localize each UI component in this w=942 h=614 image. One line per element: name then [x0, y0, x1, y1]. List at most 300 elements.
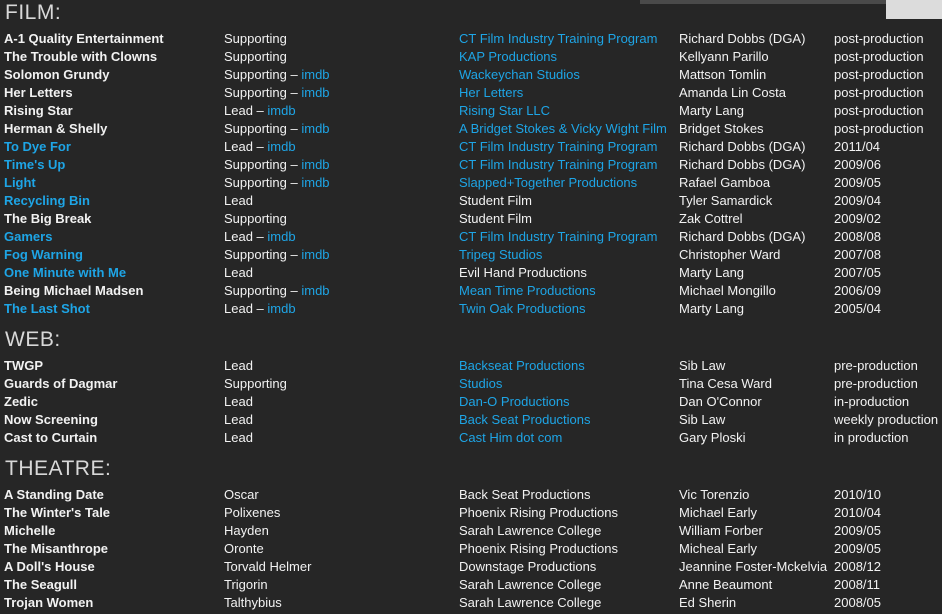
title-cell [4, 594, 93, 612]
title-cell [4, 120, 107, 138]
status-cell [834, 594, 881, 612]
title-text: Zedic [4, 394, 38, 409]
director-text: Michael Mongillo [679, 283, 776, 298]
credit-row [0, 84, 942, 102]
director-text: Christopher Ward [679, 247, 781, 262]
title-text[interactable]: Fog Warning [4, 247, 83, 262]
status-text: 2005/04 [834, 301, 881, 316]
title-text: The Seagull [4, 577, 77, 592]
role-text: Supporting [224, 121, 287, 136]
production-company-text[interactable]: Back Seat Productions [459, 412, 591, 427]
title-text: The Winter's Tale [4, 505, 111, 520]
role-text: Polixenes [224, 505, 281, 520]
status-text: 2007/08 [834, 247, 881, 262]
status-cell [834, 66, 924, 84]
credit-row [0, 102, 942, 120]
production-company-link[interactable] [459, 246, 542, 264]
credit-row [0, 504, 942, 522]
title-link[interactable] [4, 228, 52, 246]
film-credits-table [0, 30, 942, 318]
imdb-link[interactable]: imdb [301, 175, 330, 190]
title-text[interactable]: Time's Up [4, 157, 66, 172]
status-text: 2009/02 [834, 211, 881, 226]
role-cell [224, 228, 296, 246]
role-text: Supporting [224, 175, 287, 190]
director-text: Richard Dobbs (DGA) [679, 31, 806, 46]
imdb-link[interactable]: imdb [267, 301, 296, 316]
status-cell [834, 192, 881, 210]
role-cell [224, 210, 287, 228]
status-cell [834, 282, 881, 300]
director-cell [679, 120, 764, 138]
credit-row [0, 558, 942, 576]
title-cell [4, 66, 109, 84]
director-text: Anne Beaumont [679, 577, 773, 592]
role-text: Lead [224, 358, 253, 373]
production-company-text: Evil Hand Productions [459, 265, 587, 280]
production-company-text[interactable]: A Bridget Stokes & Vicky Wight Film [459, 121, 667, 136]
title-text: The Misanthrope [4, 541, 109, 556]
director-cell [679, 84, 786, 102]
section-heading-film: FILM: [5, 1, 62, 24]
director-cell [679, 30, 805, 48]
director-text: Zak Cottrel [679, 211, 743, 226]
role-cell [224, 246, 330, 264]
production-company-link[interactable] [459, 30, 657, 48]
production-company-cell [459, 558, 596, 576]
production-company-text[interactable]: Wackeychan Studios [459, 67, 580, 82]
title-text: The Big Break [4, 211, 92, 226]
status-text: 2008/12 [834, 559, 881, 574]
production-company-text[interactable]: Slapped+Together Productions [459, 175, 638, 190]
role-text: Lead [224, 265, 253, 280]
role-text: Supporting [224, 247, 287, 262]
role-cell [224, 558, 311, 576]
web-credits-table [0, 357, 942, 447]
status-cell [834, 48, 924, 66]
separator: – [252, 229, 268, 244]
role-text: Hayden [224, 523, 269, 538]
status-text: in-production [834, 394, 910, 409]
director-cell [679, 486, 749, 504]
credit-row [0, 300, 942, 318]
separator: – [286, 283, 302, 298]
separator: – [286, 85, 302, 100]
credit-row [0, 66, 942, 84]
status-cell [834, 30, 924, 48]
production-company-link[interactable] [459, 411, 591, 429]
director-text: Micheal Early [679, 541, 758, 556]
credit-row [0, 486, 942, 504]
director-text: Vic Torenzio [679, 487, 750, 502]
imdb-link[interactable]: imdb [267, 103, 296, 118]
status-text: 2008/11 [834, 577, 881, 592]
role-cell [224, 264, 253, 282]
director-cell [679, 174, 770, 192]
status-text: pre-production [834, 358, 918, 373]
title-text: Trojan Women [4, 595, 94, 610]
imdb-link[interactable]: imdb [267, 229, 296, 244]
separator: – [252, 301, 268, 316]
status-text: post-production [834, 121, 924, 136]
title-text: Solomon Grundy [4, 67, 110, 82]
director-text: Tyler Samardick [679, 193, 773, 208]
title-cell [4, 558, 95, 576]
search-box[interactable] [886, 0, 942, 19]
production-company-text[interactable]: Backseat Productions [459, 358, 585, 373]
status-text: post-production [834, 67, 924, 82]
credit-row [0, 30, 942, 48]
imdb-link[interactable]: imdb [301, 67, 330, 82]
status-text: 2008/05 [834, 595, 881, 610]
title-link[interactable] [4, 192, 90, 210]
director-cell [679, 411, 725, 429]
imdb-link[interactable]: imdb [301, 121, 330, 136]
director-text: Sib Law [679, 412, 726, 427]
status-text: 2009/05 [834, 523, 881, 538]
production-company-cell [459, 486, 591, 504]
director-cell [679, 246, 780, 264]
role-text: Lead [224, 193, 253, 208]
director-cell [679, 192, 772, 210]
director-cell [679, 357, 725, 375]
separator: – [286, 247, 302, 262]
title-cell [4, 522, 55, 540]
title-cell [4, 282, 143, 300]
title-cell [4, 540, 108, 558]
director-cell [679, 504, 757, 522]
status-text: post-production [834, 31, 924, 46]
production-company-text[interactable]: Cast Him dot com [459, 430, 563, 445]
status-text: in production [834, 430, 909, 445]
title-text: Guards of Dagmar [4, 376, 118, 391]
director-cell [679, 594, 736, 612]
status-text: 2009/05 [834, 541, 881, 556]
director-cell [679, 393, 762, 411]
separator: – [286, 157, 302, 172]
director-cell [679, 48, 769, 66]
production-company-text[interactable]: Studios [459, 376, 503, 391]
production-company-cell [459, 210, 532, 228]
role-text: Lead [224, 229, 253, 244]
status-text: 2010/04 [834, 505, 881, 520]
production-company-link[interactable] [459, 282, 596, 300]
production-company-text[interactable]: Mean Time Productions [459, 283, 596, 298]
role-cell [224, 192, 253, 210]
director-text: William Forber [679, 523, 763, 538]
director-cell [679, 576, 772, 594]
title-text: The Trouble with Clowns [4, 49, 158, 64]
status-cell [834, 174, 881, 192]
production-company-text[interactable]: Her Letters [459, 85, 524, 100]
status-cell [834, 393, 909, 411]
production-company-link[interactable] [459, 429, 562, 447]
production-company-link[interactable] [459, 84, 523, 102]
role-text: Supporting [224, 376, 287, 391]
production-company-link[interactable] [459, 393, 570, 411]
production-company-cell [459, 594, 601, 612]
status-cell [834, 357, 918, 375]
credit-row [0, 192, 942, 210]
director-cell [679, 66, 766, 84]
status-text: 2007/05 [834, 265, 881, 280]
production-company-text: Student Film [459, 211, 532, 226]
role-cell [224, 120, 330, 138]
director-text: Sib Law [679, 358, 726, 373]
title-text: Being Michael Madsen [4, 283, 144, 298]
production-company-text[interactable]: Twin Oak Productions [459, 301, 586, 316]
header-image-strip [640, 0, 886, 4]
credit-row [0, 174, 942, 192]
director-text: Ed Sherin [679, 595, 737, 610]
title-link[interactable] [4, 138, 71, 156]
director-text: Bridget Stokes [679, 121, 764, 136]
role-cell [224, 411, 253, 429]
title-text: Cast to Curtain [4, 430, 98, 445]
status-text: 2011/04 [834, 139, 881, 154]
imdb-link[interactable]: imdb [301, 157, 330, 172]
status-cell [834, 102, 924, 120]
title-text[interactable]: To Dye For [4, 139, 71, 154]
status-cell [834, 300, 881, 318]
status-cell [834, 504, 881, 522]
separator: – [252, 103, 268, 118]
role-text: Lead [224, 430, 253, 445]
role-text: Supporting [224, 31, 287, 46]
role-text: Lead [224, 103, 253, 118]
title-text: Rising Star [4, 103, 73, 118]
role-cell [224, 393, 253, 411]
status-text: 2008/08 [834, 229, 881, 244]
role-text: Supporting [224, 67, 287, 82]
director-cell [679, 102, 744, 120]
director-cell [679, 210, 743, 228]
production-company-link[interactable] [459, 120, 667, 138]
role-cell [224, 522, 269, 540]
status-cell [834, 522, 881, 540]
title-link[interactable] [4, 156, 65, 174]
director-cell [679, 156, 805, 174]
director-text: Richard Dobbs (DGA) [679, 229, 806, 244]
separator: – [286, 175, 302, 190]
production-company-text: Sarah Lawrence College [459, 595, 602, 610]
title-link[interactable] [4, 174, 36, 192]
production-company-text[interactable]: Dan-O Productions [459, 394, 570, 409]
status-cell [834, 576, 880, 594]
director-text: Marty Lang [679, 265, 745, 280]
title-cell [4, 48, 157, 66]
imdb-link[interactable]: imdb [301, 85, 330, 100]
production-company-text[interactable]: CT Film Industry Training Program [459, 31, 658, 46]
credit-row [0, 282, 942, 300]
credit-row [0, 210, 942, 228]
role-cell [224, 486, 259, 504]
section-heading-theatre: THEATRE: [5, 457, 112, 480]
credit-row [0, 48, 942, 66]
status-cell [834, 84, 924, 102]
status-text: 2009/06 [834, 157, 881, 172]
production-company-text[interactable]: KAP Productions [459, 49, 558, 64]
role-text: Trigorin [224, 577, 268, 592]
role-cell [224, 174, 330, 192]
status-cell [834, 156, 881, 174]
credit-row [0, 393, 942, 411]
production-company-link[interactable] [459, 228, 657, 246]
production-company-text: Student Film [459, 193, 532, 208]
production-company-text: Sarah Lawrence College [459, 577, 602, 592]
director-text: Richard Dobbs (DGA) [679, 139, 806, 154]
director-cell [679, 429, 745, 447]
production-company-text[interactable]: Rising Star LLC [459, 103, 551, 118]
credit-row [0, 156, 942, 174]
title-text: Her Letters [4, 85, 73, 100]
credit-row [0, 411, 942, 429]
theatre-credits-table [0, 486, 942, 612]
status-cell [834, 411, 938, 429]
title-text[interactable]: Recycling Bin [4, 193, 90, 208]
title-text[interactable]: The Last Shot [4, 301, 90, 316]
title-cell [4, 576, 77, 594]
title-cell [4, 84, 73, 102]
role-text: Lead [224, 139, 253, 154]
director-cell [679, 300, 744, 318]
title-cell [4, 357, 43, 375]
role-text: Lead [224, 412, 253, 427]
director-text: Michael Early [679, 505, 758, 520]
title-text: A Standing Date [4, 487, 104, 502]
status-text: weekly production [834, 412, 939, 427]
status-text: post-production [834, 85, 924, 100]
role-cell [224, 48, 287, 66]
status-text: pre-production [834, 376, 918, 391]
credit-row [0, 375, 942, 393]
status-text: 2010/10 [834, 487, 881, 502]
imdb-link[interactable]: imdb [301, 247, 330, 262]
credit-row [0, 576, 942, 594]
production-company-link[interactable] [459, 102, 550, 120]
status-cell [834, 486, 881, 504]
status-text: post-production [834, 103, 924, 118]
credit-row [0, 138, 942, 156]
title-text[interactable]: Light [4, 175, 36, 190]
credit-row [0, 120, 942, 138]
production-company-text: Back Seat Productions [459, 487, 591, 502]
production-company-link[interactable] [459, 375, 502, 393]
title-link[interactable] [4, 264, 126, 282]
director-text: Tina Cesa Ward [679, 376, 772, 391]
role-cell [224, 429, 253, 447]
director-text: Kellyann Parillo [679, 49, 769, 64]
title-cell [4, 411, 98, 429]
imdb-link[interactable]: imdb [301, 283, 330, 298]
title-cell [4, 30, 164, 48]
role-cell [224, 300, 296, 318]
credit-row [0, 522, 942, 540]
credit-row [0, 357, 942, 375]
title-cell [4, 429, 97, 447]
role-text: Lead [224, 301, 253, 316]
status-text: 2006/09 [834, 283, 881, 298]
production-company-text: Sarah Lawrence College [459, 523, 602, 538]
production-company-cell [459, 576, 601, 594]
director-text: Marty Lang [679, 301, 745, 316]
role-text: Oscar [224, 487, 259, 502]
director-text: Jeannine Foster-Mckelvia [679, 559, 828, 574]
title-text: A Doll's House [4, 559, 95, 574]
status-cell [834, 210, 881, 228]
production-company-link[interactable] [459, 357, 585, 375]
status-text: 2009/04 [834, 193, 881, 208]
director-text: Gary Ploski [679, 430, 746, 445]
production-company-link[interactable] [459, 66, 580, 84]
role-cell [224, 84, 330, 102]
role-text: Supporting [224, 49, 287, 64]
production-company-text: Phoenix Rising Productions [459, 505, 618, 520]
role-cell [224, 156, 330, 174]
title-text[interactable]: Gamers [4, 229, 53, 244]
title-link[interactable] [4, 300, 90, 318]
section-heading-web: WEB: [5, 328, 61, 351]
role-cell [224, 282, 330, 300]
production-company-text[interactable]: Tripeg Studios [459, 247, 543, 262]
role-cell [224, 504, 280, 522]
credit-row [0, 540, 942, 558]
director-cell [679, 264, 744, 282]
role-cell [224, 375, 287, 393]
production-company-link[interactable] [459, 156, 657, 174]
title-cell [4, 102, 73, 120]
title-text: TWGP [4, 358, 43, 373]
director-text: Mattson Tomlin [679, 67, 767, 82]
status-cell [834, 264, 881, 282]
title-link[interactable] [4, 246, 83, 264]
role-text: Supporting [224, 211, 287, 226]
role-cell [224, 102, 296, 120]
production-company-text[interactable]: CT Film Industry Training Program [459, 157, 658, 172]
status-cell [834, 375, 918, 393]
status-text: post-production [834, 49, 924, 64]
director-text: Dan O'Connor [679, 394, 762, 409]
production-company-link[interactable] [459, 48, 557, 66]
director-cell [679, 522, 763, 540]
production-company-link[interactable] [459, 174, 637, 192]
production-company-link[interactable] [459, 138, 657, 156]
director-text: Marty Lang [679, 103, 745, 118]
imdb-link[interactable]: imdb [267, 139, 296, 154]
director-text: Rafael Gamboa [679, 175, 771, 190]
title-text: Michelle [4, 523, 56, 538]
title-cell [4, 210, 91, 228]
status-cell [834, 558, 881, 576]
credit-row [0, 228, 942, 246]
credit-row [0, 246, 942, 264]
production-company-text: Phoenix Rising Productions [459, 541, 618, 556]
role-text: Torvald Helmer [224, 559, 312, 574]
director-cell [679, 228, 805, 246]
role-cell [224, 357, 253, 375]
production-company-link[interactable] [459, 300, 585, 318]
title-text[interactable]: One Minute with Me [4, 265, 127, 280]
status-cell [834, 429, 908, 447]
status-text: 2009/05 [834, 175, 881, 190]
director-text: Richard Dobbs (DGA) [679, 157, 806, 172]
production-company-text[interactable]: CT Film Industry Training Program [459, 229, 658, 244]
production-company-text[interactable]: CT Film Industry Training Program [459, 139, 658, 154]
director-cell [679, 282, 776, 300]
title-cell [4, 393, 38, 411]
status-cell [834, 228, 881, 246]
separator: – [286, 67, 302, 82]
